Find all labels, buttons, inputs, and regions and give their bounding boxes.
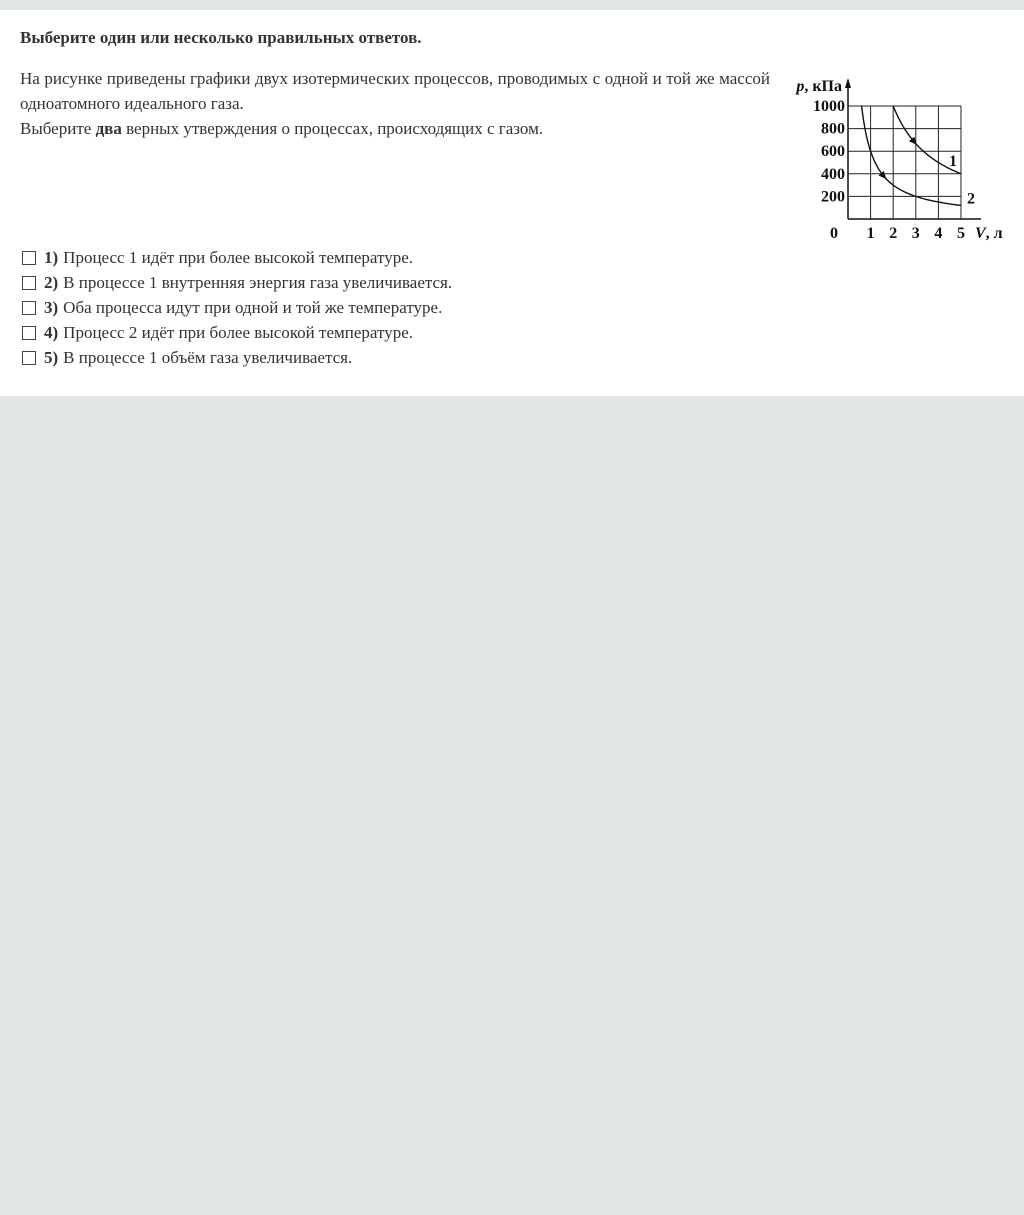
origin-label: 0: [830, 225, 838, 242]
x-tick-label: 2: [889, 225, 898, 242]
option-1-checkbox[interactable]: [22, 251, 36, 265]
statement-task: Выберите два верных утверждения о процессах, происходящих с газом.: [20, 119, 544, 138]
y-axis-label: p, кПа: [796, 78, 842, 95]
y-tick-label: 1000: [813, 98, 845, 115]
x-axis-label: V, л: [975, 225, 1003, 242]
option-1-number: 1): [44, 247, 59, 267]
option-5-number: 5): [44, 347, 59, 367]
option-5[interactable]: [22, 345, 452, 370]
option-3[interactable]: [22, 295, 452, 320]
y-tick-label: 200: [821, 188, 845, 206]
question-instruction: Выберите один или несколько правильных ответов.: [20, 28, 422, 47]
isotherm-2-arrow: [878, 171, 886, 179]
y-tick-label: 400: [821, 165, 845, 183]
x-tick-label: 1: [866, 225, 875, 242]
isotherm-label: 1: [949, 152, 957, 170]
question-statement: [20, 66, 770, 141]
y-tick-label: 600: [821, 143, 845, 161]
option-5-text: В процессе 1 объём газа увеличивается.: [63, 347, 353, 367]
question-card: [0, 10, 1024, 396]
option-4-checkbox[interactable]: [22, 326, 36, 340]
option-1[interactable]: [22, 245, 452, 270]
option-4[interactable]: [22, 320, 452, 345]
statement-text: На рисунке приведены графики двух изотермических процессов, проводимых с одной и той же массой одноатомного идеального газа.: [20, 69, 770, 113]
x-tick-label: 3: [911, 225, 920, 242]
isotherm-2: [862, 106, 961, 205]
option-1-text: Процесс 1 идёт при более высокой температуре.: [63, 247, 413, 267]
x-tick-label: 5: [957, 225, 965, 242]
option-2-text: В процессе 1 внутренняя энергия газа увеличивается.: [63, 272, 453, 292]
option-2-number: 2): [44, 272, 59, 292]
isotherm-graph: [780, 64, 1010, 244]
y-tick-label: 800: [821, 120, 845, 138]
option-4-number: 4): [44, 322, 59, 342]
option-2[interactable]: [22, 270, 452, 295]
option-2-checkbox[interactable]: [22, 276, 36, 290]
isotherm-label: 2: [967, 190, 975, 208]
answer-options: [22, 245, 452, 370]
option-3-number: 3): [44, 297, 59, 317]
option-4-text: Процесс 2 идёт при более высокой температуре.: [63, 322, 413, 342]
isotherm-chart-svg: [780, 64, 1010, 244]
option-3-checkbox[interactable]: [22, 301, 36, 315]
option-3-text: Оба процесса идут при одной и той же температуре.: [63, 297, 443, 317]
x-tick-label: 4: [934, 225, 943, 242]
option-5-checkbox[interactable]: [22, 351, 36, 365]
statement-task-bold: два: [95, 119, 122, 138]
y-axis-arrow: [845, 78, 851, 88]
